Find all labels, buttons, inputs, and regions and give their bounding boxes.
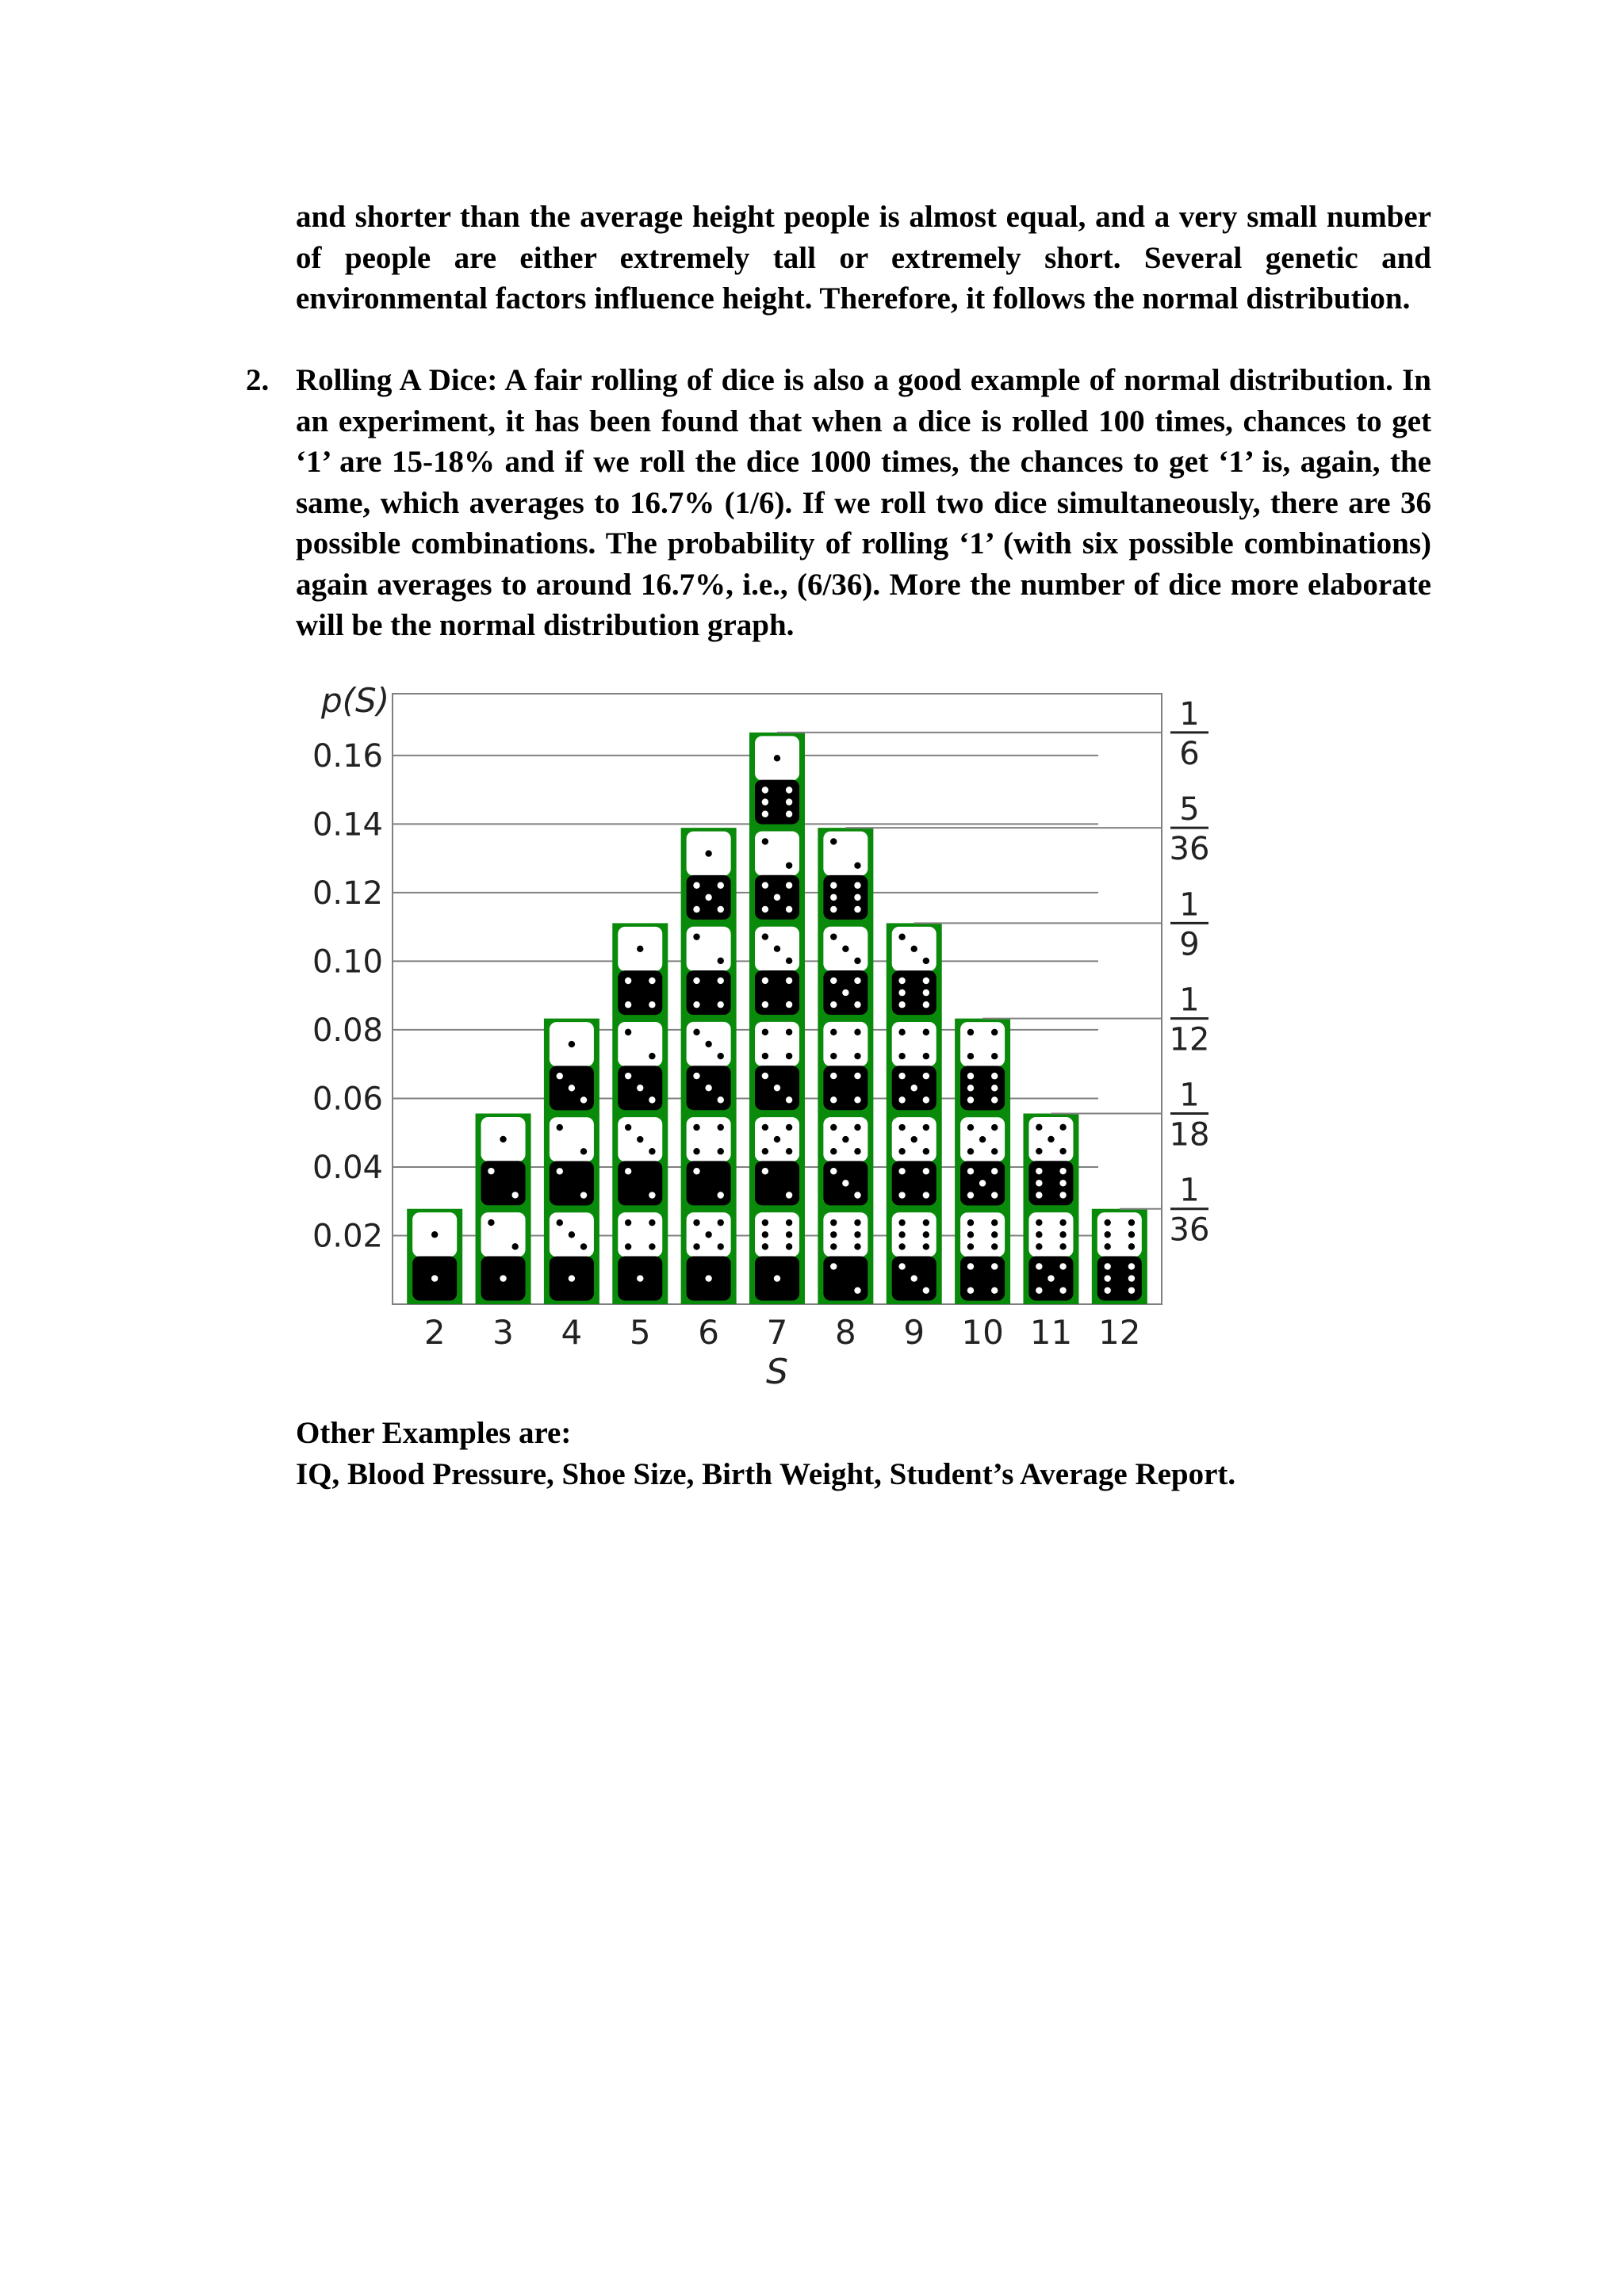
black-die: [755, 875, 799, 920]
y-tick-label: 0.02: [312, 1218, 383, 1255]
other-examples-heading: Other Examples are:: [296, 1416, 572, 1450]
fraction-numerator: 1: [1179, 982, 1200, 1019]
x-tick-label: 8: [834, 1313, 856, 1352]
black-die: [823, 1066, 868, 1110]
white-die: [755, 1022, 799, 1066]
white-die: [687, 1212, 731, 1257]
y-tick-label: 0.14: [312, 806, 383, 844]
fraction-denominator: 36: [1169, 831, 1210, 868]
black-die: [412, 1257, 457, 1301]
white-die: [755, 736, 799, 780]
white-die: [687, 832, 731, 876]
black-die: [550, 1161, 594, 1205]
x-tick-label: 4: [561, 1313, 583, 1352]
black-die: [550, 1066, 594, 1110]
black-die: [823, 1161, 868, 1205]
black-die: [618, 1066, 662, 1110]
fraction-denominator: 36: [1169, 1211, 1210, 1249]
black-die: [960, 1066, 1005, 1110]
x-tick-label: 2: [423, 1313, 446, 1352]
fraction-numerator: 1: [1179, 1172, 1200, 1209]
chart-svg: [293, 674, 1245, 1387]
black-die: [960, 1161, 1005, 1205]
y-tick-label: 0.10: [312, 943, 383, 981]
list-item-text: Rolling A Dice: A fair rolling of dice is also a good example of normal distribution. In an experiment, it has been found that when a dice is rolled 100 times, chances to get ‘1’ are 15-18% and if we roll the dice 1000 times, the chances to get ‘1’ is, again, the same, which averages to 16.7% (1/6). If we roll two dice simultaneously, there are 36 possible combinations. The probability of rolling ‘1’ (with six possible combinations) again averages to around 16.7%, i.e., (6/36). More the number of dice more elaborate will be the normal distribution graph.: [296, 363, 1431, 642]
white-die: [823, 832, 868, 876]
x-axis-label: S: [766, 1352, 788, 1387]
y-tick-label: 0.16: [312, 737, 383, 775]
black-die: [1097, 1257, 1142, 1301]
y-tick-label: 0.06: [312, 1081, 383, 1118]
white-die: [755, 1117, 799, 1161]
white-die: [550, 1212, 594, 1257]
black-die: [823, 875, 868, 920]
black-die: [687, 875, 731, 920]
white-die: [481, 1117, 526, 1161]
white-die: [687, 927, 731, 971]
white-die: [823, 927, 868, 971]
black-die: [823, 970, 868, 1015]
white-die: [960, 1212, 1005, 1257]
black-die: [618, 970, 662, 1015]
white-die: [618, 1212, 662, 1257]
black-die: [755, 780, 799, 825]
black-die: [687, 1066, 731, 1110]
y-tick-label: 0.08: [312, 1012, 383, 1049]
x-tick-label: 6: [698, 1313, 720, 1352]
white-die: [755, 927, 799, 971]
white-die: [892, 927, 936, 971]
white-die: [1097, 1212, 1142, 1257]
white-die: [960, 1117, 1005, 1161]
black-die: [892, 1161, 936, 1205]
black-die: [1028, 1161, 1073, 1205]
x-tick-label: 12: [1098, 1313, 1141, 1352]
fraction-denominator: 9: [1179, 926, 1200, 963]
white-die: [823, 1212, 868, 1257]
list-number: 2.: [246, 363, 270, 397]
fraction-numerator: 1: [1179, 1077, 1200, 1114]
white-die: [892, 1022, 936, 1066]
white-die: [1028, 1117, 1073, 1161]
black-die: [481, 1257, 526, 1301]
paragraph-continued: and shorter than the average height people is almost equal, and a very small number of people are either extremely tall or extremely short. Several genetic and environmental factors influence height. Therefore, it follows the normal distribution.: [296, 200, 1431, 316]
white-die: [550, 1117, 594, 1161]
white-die: [892, 1212, 936, 1257]
black-die: [892, 1257, 936, 1301]
x-tick-label: 10: [961, 1313, 1004, 1352]
white-die: [755, 1212, 799, 1257]
black-die: [755, 1161, 799, 1205]
black-die: [960, 1257, 1005, 1301]
white-die: [823, 1117, 868, 1161]
white-die: [618, 1117, 662, 1161]
x-tick-label: 9: [903, 1313, 925, 1352]
fraction-denominator: 6: [1179, 735, 1200, 772]
white-die: [687, 1117, 731, 1161]
fraction-denominator: 18: [1169, 1116, 1210, 1154]
black-die: [618, 1161, 662, 1205]
white-die: [412, 1212, 457, 1257]
fraction-denominator: 12: [1169, 1021, 1210, 1058]
fraction-numerator: 5: [1179, 791, 1200, 828]
black-die: [755, 1066, 799, 1110]
white-die: [618, 927, 662, 971]
black-die: [481, 1161, 526, 1205]
black-die: [823, 1257, 868, 1301]
black-die: [892, 1066, 936, 1110]
white-die: [755, 832, 799, 876]
black-die: [687, 970, 731, 1015]
other-examples: [296, 1413, 1235, 1494]
y-tick-label: 0.04: [312, 1149, 383, 1186]
fraction-numerator: 1: [1179, 695, 1200, 733]
fraction-numerator: 1: [1179, 886, 1200, 924]
other-examples-items: IQ, Blood Pressure, Shoe Size, Birth Weight, Student’s Average Report.: [296, 1456, 1236, 1491]
white-die: [481, 1212, 526, 1257]
white-die: [687, 1022, 731, 1066]
x-tick-label: 11: [1029, 1313, 1073, 1352]
y-tick-label: 0.12: [312, 874, 383, 912]
black-die: [755, 970, 799, 1015]
black-die: [687, 1257, 731, 1301]
white-die: [892, 1117, 936, 1161]
black-die: [687, 1161, 731, 1205]
white-die: [823, 1022, 868, 1066]
black-die: [755, 1257, 799, 1301]
black-die: [618, 1257, 662, 1301]
white-die: [618, 1022, 662, 1066]
x-tick-label: 5: [629, 1313, 651, 1352]
y-axis-label: p(S): [321, 681, 390, 720]
dice-sum-chart: [293, 674, 1245, 1387]
white-die: [550, 1022, 594, 1066]
white-die: [960, 1022, 1005, 1066]
white-die: [1028, 1212, 1073, 1257]
x-tick-label: 7: [766, 1313, 788, 1352]
x-tick-label: 3: [492, 1313, 514, 1352]
black-die: [892, 970, 936, 1015]
black-die: [1028, 1257, 1073, 1301]
black-die: [550, 1257, 594, 1301]
